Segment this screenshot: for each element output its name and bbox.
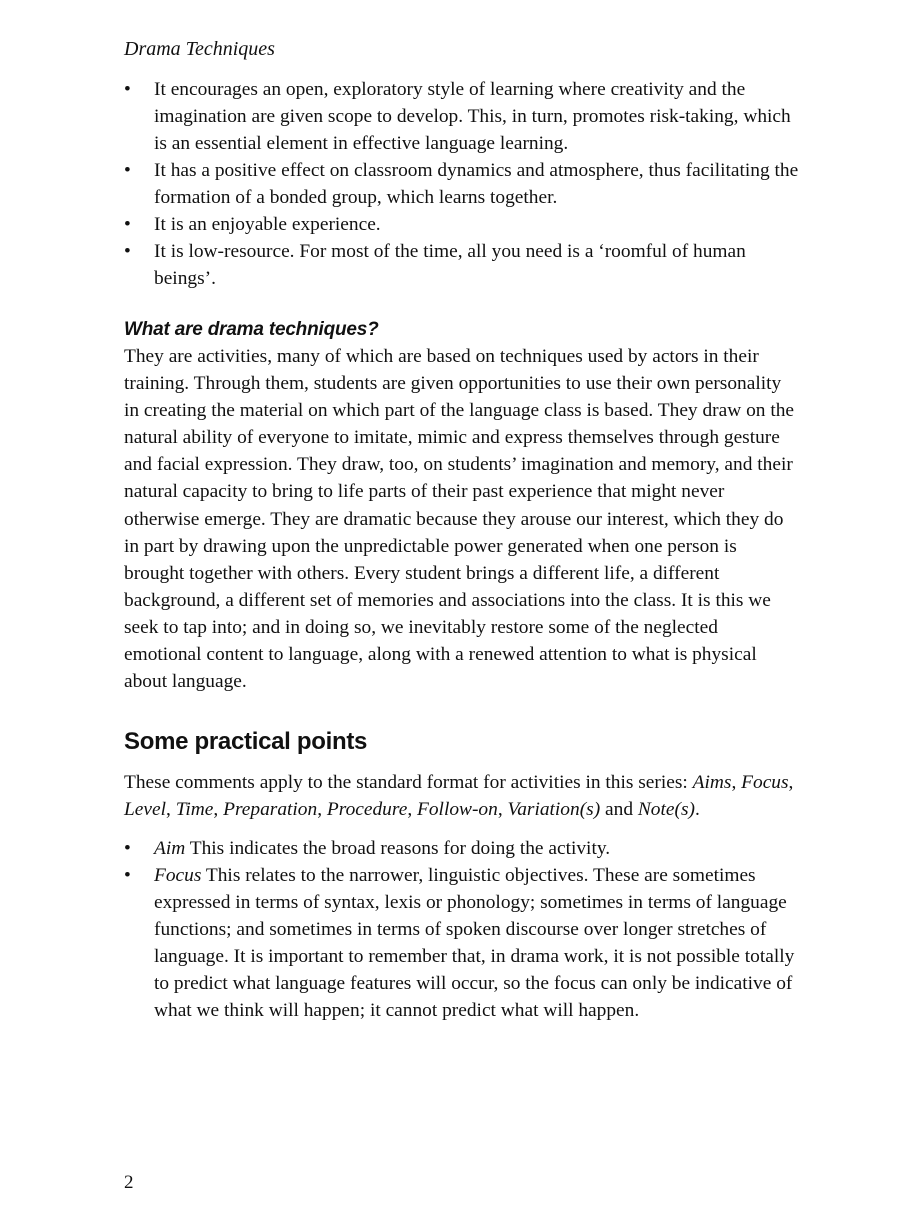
list-item-text: It has a positive effect on classroom dynamics and atmosphere, thus facilitating the formation of a bonded group, which learns together. — [154, 160, 799, 208]
list-item-text: This relates to the narrower, linguistic objectives. These are sometimes expressed in terms of syntax, lexis or phonology; sometimes in terms of language functions; and sometimes in terms of spoken discourse over longer stretches of language. It is important to remember that, in drama work, it is not possible totally to predict what language features will occur, so the focus can only be indicative of what we think will happen; it cannot predict what will happen. — [154, 865, 795, 1022]
separator: , — [497, 799, 508, 821]
running-head: Drama Techniques — [124, 38, 275, 60]
separator: , — [317, 799, 327, 821]
intro-paragraph — [124, 769, 800, 823]
conjunction: and — [600, 799, 638, 821]
term-level: Level — [124, 799, 166, 821]
bullet-icon: • — [124, 214, 131, 235]
separator: , — [166, 799, 176, 821]
bullet-icon: • — [124, 79, 131, 100]
separator: , — [213, 799, 224, 821]
list-item-text: This indicates the broad reasons for doing the activity. — [185, 838, 611, 860]
list-item-text: It encourages an open, exploratory style of learning where creativity and the imagination are given scope to develop. This, in turn, promotes risk-taking, which is an essential element in effective language learning. — [154, 79, 791, 154]
term-time: Time — [175, 799, 214, 821]
term-follow-on: Follow-on — [417, 799, 498, 821]
page-content — [124, 36, 800, 1024]
intro-lead: These comments apply to the standard format for activities in this series: — [124, 772, 688, 794]
separator: , — [788, 772, 794, 794]
term-notes: Note(s) — [637, 799, 695, 821]
term-variations: Variation(s) — [507, 799, 601, 821]
bullet-icon: • — [124, 838, 131, 860]
term-preparation: Preparation — [223, 799, 318, 821]
term-procedure: Procedure — [326, 799, 408, 821]
body-paragraph: They are activities, many of which are based on techniques used by actors in their training. Through them, students are given opportunities to use their own personality in creating the material on which part of the language class is based. They draw on the natural ability of everyone to imitate, mimic and express themselves through gesture and facial expression. They draw, too, on students’ imagination and memory, and their natural capacity to bring to life parts of their past experience that might never otherwise emerge. They are dramatic because they arouse our interest, which they do in part by drawing upon the unpredictable power generated when one person is brought together with others. Every student brings a different life, a different background, a different set of memories and associations into the class. It is this we seek to tap into; and in doing so, we inevitably restore some of the neglected emotional content to language, along with a renewed attention to what is physical about language. — [124, 346, 795, 693]
list-item — [124, 211, 800, 238]
list-item — [124, 157, 800, 211]
list-item-term: Aim — [154, 838, 186, 860]
list-item-term: Focus — [154, 865, 202, 887]
term-aims: Aims — [692, 772, 732, 794]
bullet-icon: • — [124, 241, 131, 262]
subheading: What are drama techniques? — [124, 319, 379, 340]
format-list — [124, 835, 800, 1024]
list-item — [124, 862, 800, 1024]
section-heading: Some practical points — [124, 728, 368, 756]
separator: , — [407, 799, 418, 821]
bullet-icon: • — [124, 865, 131, 887]
benefits-list — [124, 76, 800, 292]
intro-end: . — [694, 799, 700, 821]
term-focus: Focus — [741, 772, 789, 794]
separator: , — [731, 772, 742, 794]
list-item — [124, 835, 800, 862]
list-item — [124, 238, 800, 292]
page-number: 2 — [124, 1172, 134, 1193]
bullet-icon: • — [124, 160, 131, 181]
list-item-text: It is low-resource. For most of the time, all you need is a ‘roomful of human beings’. — [154, 241, 746, 289]
list-item-text: It is an enjoyable experience. — [154, 214, 381, 235]
list-item — [124, 76, 800, 157]
